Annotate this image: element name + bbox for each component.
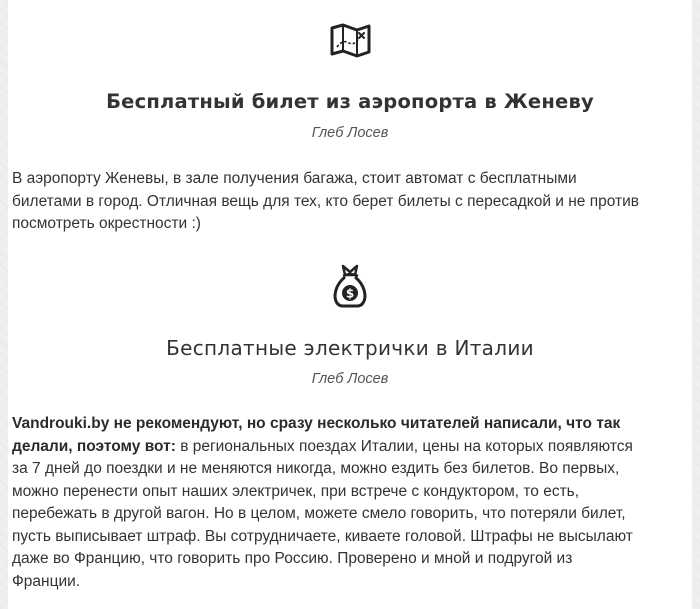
text-line: билетами в город. Отличная вещь для тех, кто берет билеты с пересадкой и не против: [12, 192, 640, 210]
text-line: даже во Францию, что говорить про Россию. Проверено и мной и подругой из: [12, 550, 573, 567]
article-text: [12, 168, 688, 236]
article-author: Глеб Лосев: [311, 125, 389, 141]
article-author: Глеб Лосев: [311, 371, 389, 387]
text-line: [12, 413, 688, 436]
text-line: [12, 436, 688, 459]
svg-text:$: $: [345, 286, 355, 301]
text-line: пусть выписывает штраф. Вы сотрудничаете, киваете головой. Штрафы не высылают: [12, 527, 633, 545]
bold-intro: делали, поэтому вот:: [12, 437, 176, 455]
text-line: за 7 дней до поездки и не меняются никогда, можно ездить без билетов. Во первых,: [12, 460, 620, 477]
text-line: Франции.: [12, 572, 81, 590]
text-line: посмотреть окрестности :): [12, 215, 201, 232]
bold-intro: Vandrouki.by не рекомендуют, но сразу несколько читателей написали, что так: [12, 415, 621, 432]
article-title: Бесплатные электрички в Италии: [166, 336, 534, 360]
article-card: [8, 0, 692, 609]
money-bag-icon: [331, 263, 369, 309]
text-line: можно перенести опыт наших электричек, при встрече с кондуктором, то есть,: [12, 482, 580, 500]
text-line: перебежать в другой вагон. Но в целом, можете смело говорить, что потеряли билет,: [12, 505, 626, 522]
article-text: [12, 413, 688, 593]
treasure-map-icon: [329, 22, 373, 58]
text-line: В аэропорту Женевы, в зале получения багажа, стоит автомат с бесплатными: [12, 170, 577, 187]
article-title: Бесплатный билет из аэропорта в Женеву: [106, 90, 594, 113]
text-segment: в региональных поездах Италии, цены на которых появляются: [175, 437, 633, 455]
